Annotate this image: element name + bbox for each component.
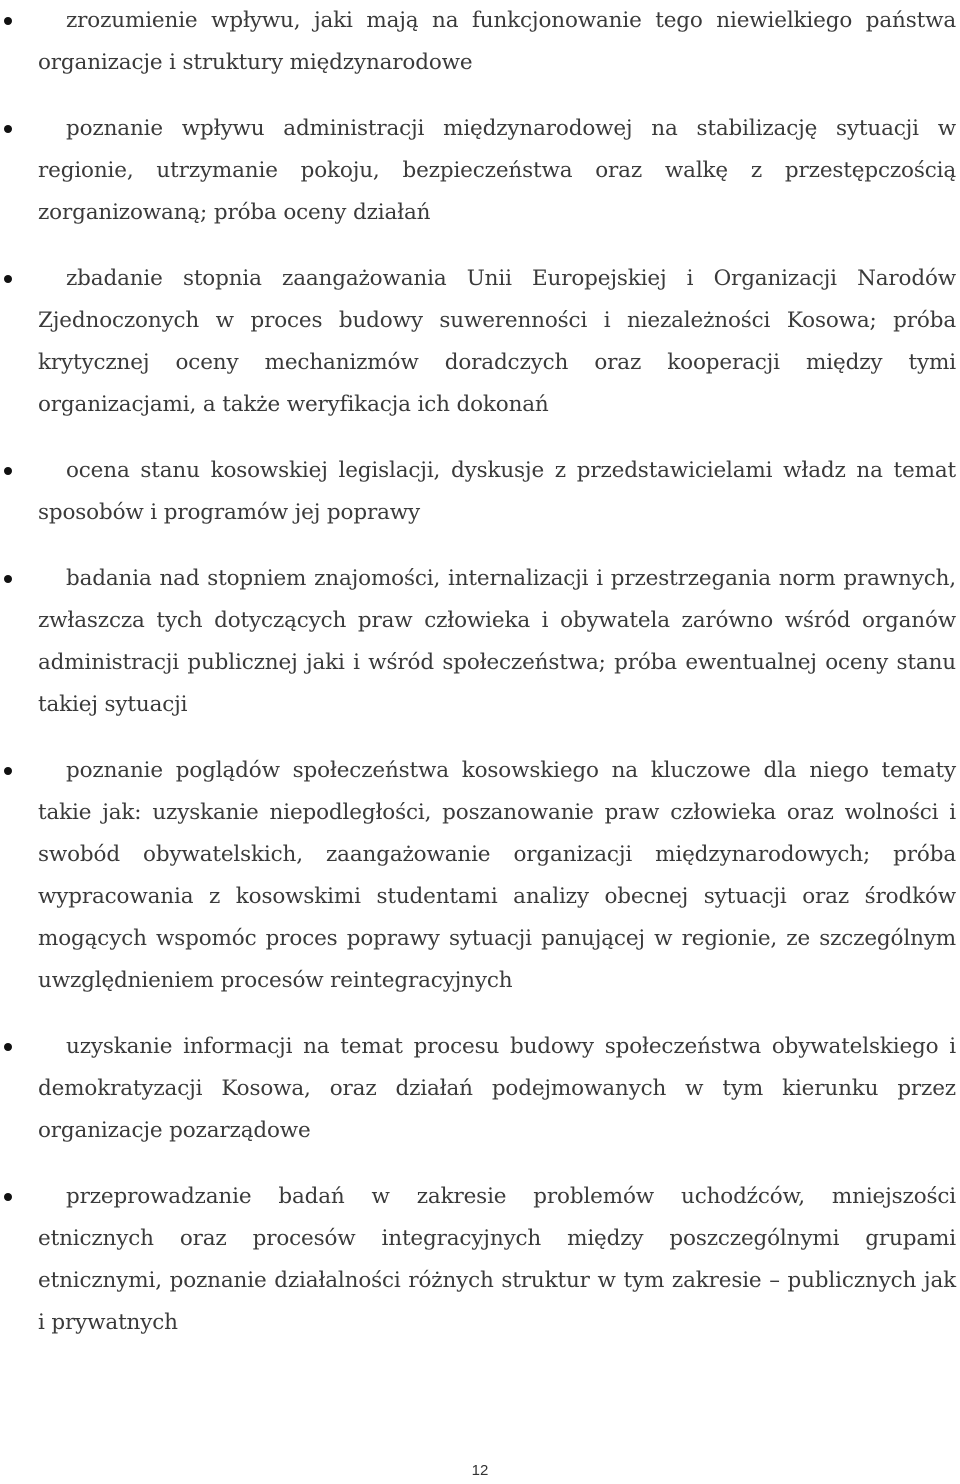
bullet-icon [4,275,12,283]
list-item-text: przeprowadzanie badań w zakresie problemów uchodźców, mniejszości etnicznych oraz procesów integracyjnych między poszczególnymi grupami etnicznymi, poznanie działalności różnych struktur w tym zakresie – publicznych jak i prywatnych [38,1184,956,1335]
list-item-text: ocena stanu kosowskiej legislacji, dyskusje z przedstawicielami władz na temat sposobów i programów jej poprawy [38,458,956,525]
bullet-icon [4,467,12,475]
bullet-list [38,0,956,1368]
list-item-text: zrozumienie wpływu, jaki mają na funkcjonowanie tego niewielkiego państwa organizacje i struktury międzynarodowe [38,8,956,75]
list-item [38,258,956,426]
list-item [38,450,956,534]
list-item [38,558,956,726]
list-item [38,108,956,234]
bullet-icon [4,575,12,583]
list-item [38,1026,956,1152]
list-item-text: poznanie poglądów społeczeństwa kosowskiego na kluczowe dla niego tematy takie jak: uzyskanie niepodległości, poszanowanie praw człowieka oraz wolności i swobód obywatelskich, zaangażowanie organizacji międzynarodowych; próba wypracowania z kosowskimi studentami analizy obecnej sytuacji oraz środków mogących wspomóc proces poprawy sytuacji panującej w regionie, ze szczególnym uwzględnieniem procesów reintegracyjnych [38,758,956,993]
page-number: 12 [471,1462,489,1479]
bullet-icon [4,767,12,775]
list-item [38,1176,956,1344]
bullet-icon [4,1193,12,1201]
bullet-icon [4,125,12,133]
list-item-text: zbadanie stopnia zaangażowania Unii Europejskiej i Organizacji Narodów Zjednoczonych w proces budowy suwerenności i niezależności Kosowa; próba krytycznej oceny mechanizmów doradczych oraz kooperacji między tymi organizacjami, a także weryfikacja ich dokonań [38,266,956,417]
bullet-icon [4,1043,12,1051]
list-item-text: uzyskanie informacji na temat procesu budowy społeczeństwa obywatelskiego i demokratyzacji Kosowa, oraz działań podejmowanych w tym kierunku przez organizacje pozarządowe [38,1034,956,1143]
list-item-text: badania nad stopniem znajomości, internalizacji i przestrzegania norm prawnych, zwłaszcza tych dotyczących praw człowieka i obywatela zarówno wśród organów administracji publicznej jaki i wśród społeczeństwa; próba ewentualnej oceny stanu takiej sytuacji [38,566,956,717]
list-item [38,0,956,84]
bullet-icon [4,17,12,25]
list-item [38,750,956,1002]
list-item-text: poznanie wpływu administracji międzynarodowej na stabilizację sytuacji w regionie, utrzymanie pokoju, bezpieczeństwa oraz walkę z przestępczością zorganizowaną; próba oceny działań [38,116,956,225]
